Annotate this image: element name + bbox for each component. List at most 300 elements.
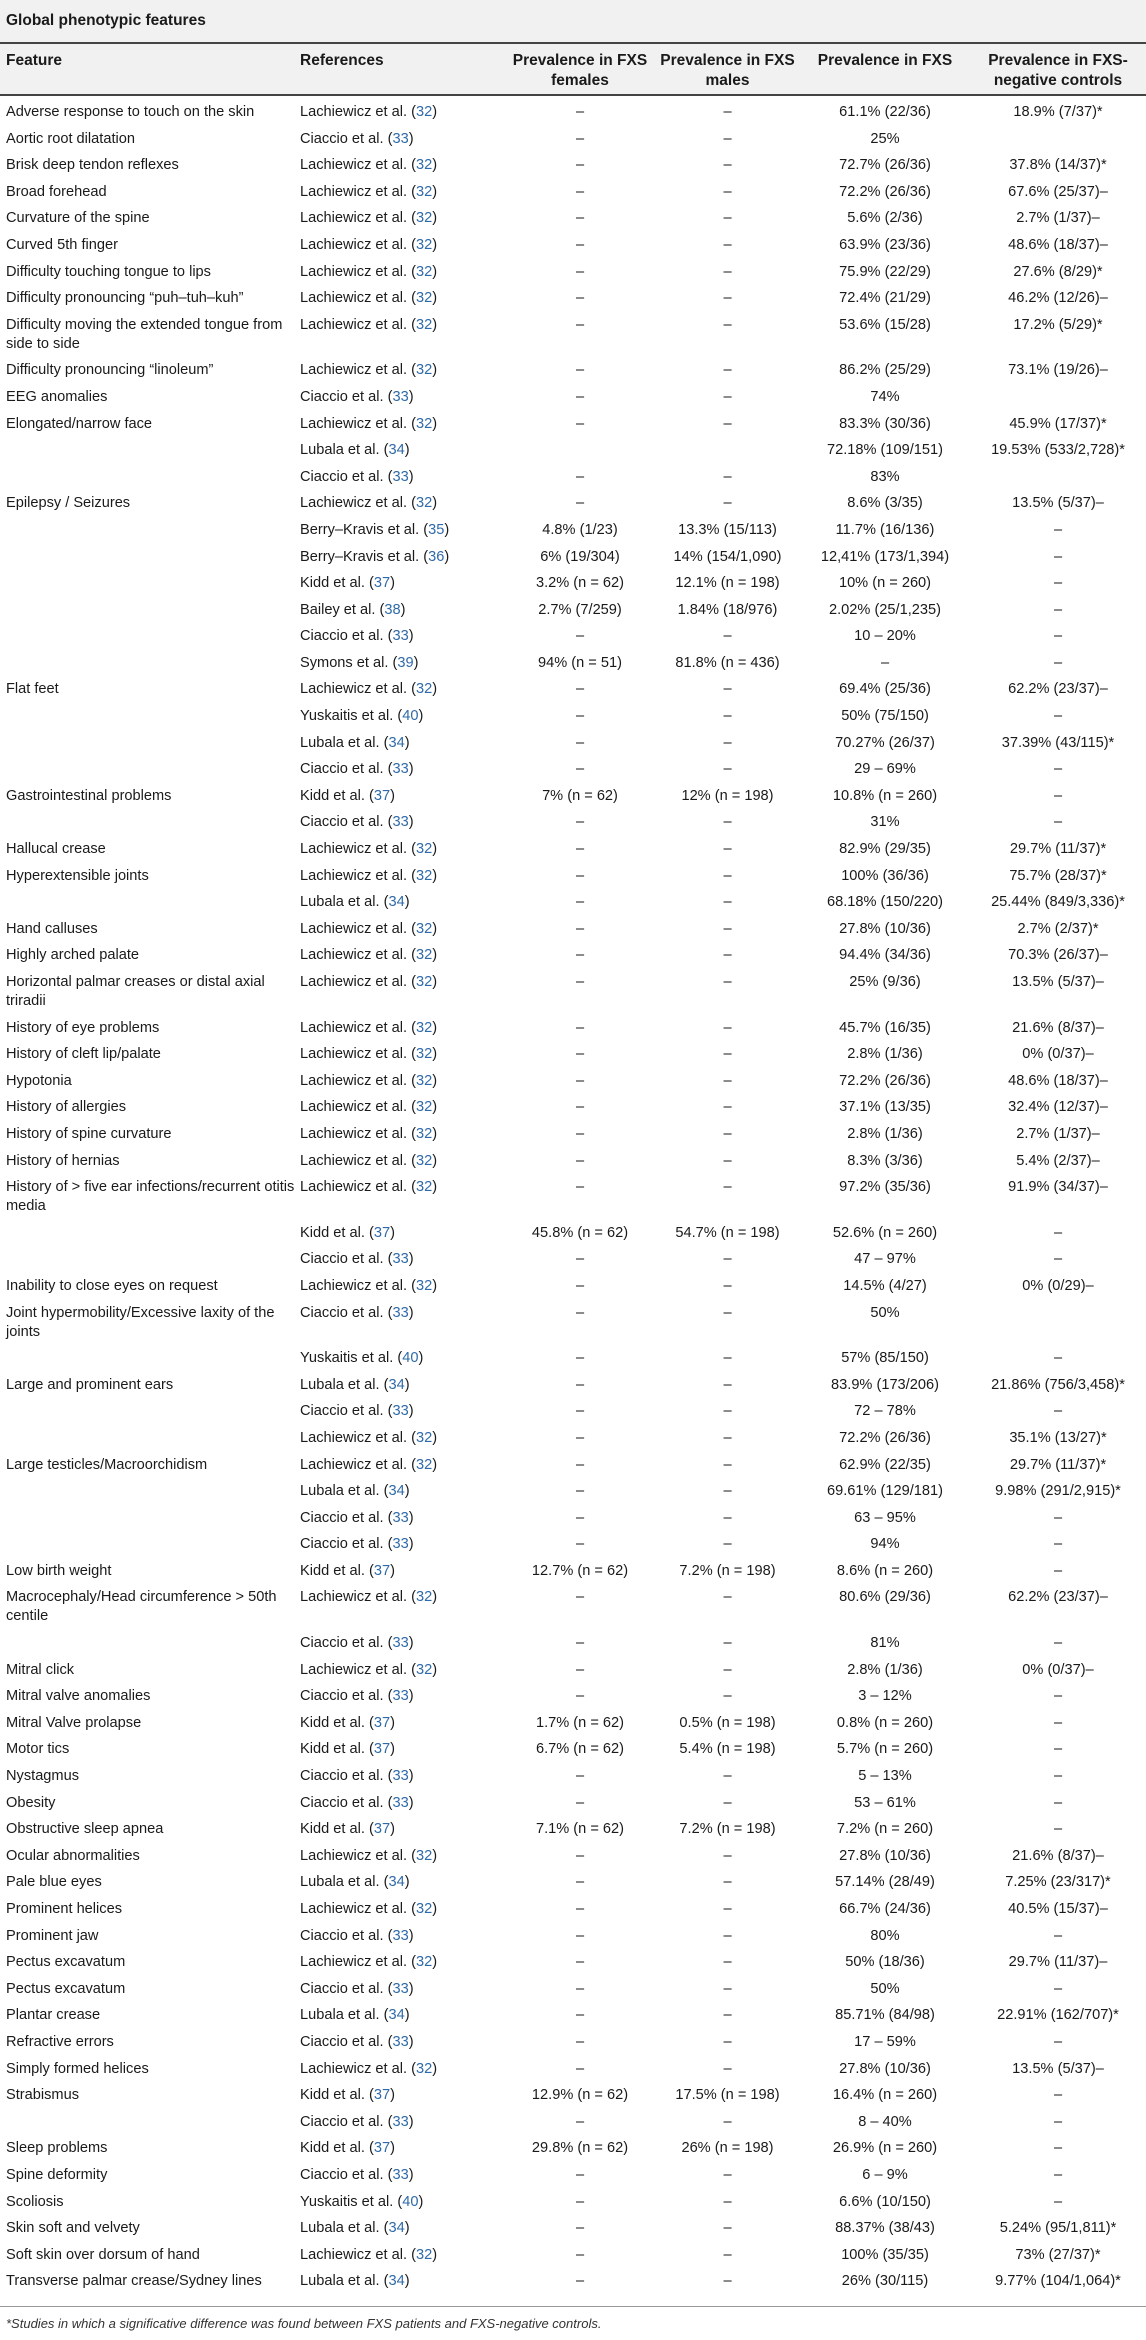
cell-males: – bbox=[723, 1403, 732, 1420]
reference-link[interactable]: 32 bbox=[416, 947, 433, 964]
table-row bbox=[0, 381, 1146, 408]
cell-reference: Yuskaitis et al. (40) bbox=[300, 708, 424, 725]
cell-feature: Sleep problems bbox=[6, 2140, 108, 2157]
table-row bbox=[0, 229, 1146, 256]
cell-feature: Elongated/narrow face bbox=[6, 415, 153, 432]
cell-controls: 21.86% (756/3,458)* bbox=[991, 1376, 1125, 1393]
cell-reference: Yuskaitis et al. (40) bbox=[300, 1350, 424, 1367]
reference-link[interactable]: 33 bbox=[392, 388, 409, 405]
cell-females: – bbox=[575, 2033, 585, 2050]
reference-link[interactable]: 33 bbox=[392, 1251, 409, 1268]
table-row bbox=[0, 594, 1146, 621]
cell-females: 7% (n = 62) bbox=[542, 787, 618, 804]
reference-author: Kidd et al. bbox=[300, 575, 365, 592]
reference-author: Ciaccio et al. bbox=[300, 814, 384, 831]
reference-link[interactable]: 37 bbox=[373, 787, 391, 804]
cell-controls: 37.39% (43/115)* bbox=[1001, 734, 1115, 751]
reference-author: Lachiewicz et al. bbox=[300, 947, 408, 964]
cell-males: – bbox=[723, 1376, 732, 1393]
reference-author: Yuskaitis et al. bbox=[300, 1350, 394, 1367]
cell-reference: Lachiewicz et al. (32) bbox=[300, 1954, 438, 1971]
table-row bbox=[0, 1091, 1146, 1118]
cell-fxs: 72.2% (26/36) bbox=[839, 183, 931, 200]
cell-feature: Ocular abnormalities bbox=[6, 1847, 140, 1864]
cell-reference: Lubala et al. (34) bbox=[300, 1376, 410, 1393]
reference-link[interactable]: 37 bbox=[373, 1562, 391, 1579]
cell-reference: Lubala et al. (34) bbox=[300, 894, 410, 911]
cell-males: – bbox=[723, 814, 732, 831]
cell-reference: Lachiewicz et al. (32) bbox=[300, 104, 438, 120]
cell-feature: Obstructive sleep apnea bbox=[6, 1821, 164, 1838]
table-row bbox=[0, 2079, 1146, 2106]
reference-link[interactable]: 38 bbox=[384, 601, 401, 618]
cell-reference: Ciaccio et al. (33) bbox=[300, 388, 414, 405]
reference-author: Berry–Kravis et al. bbox=[300, 521, 420, 538]
cell-reference: Ciaccio et al. (33) bbox=[300, 1980, 414, 1997]
cell-males: – bbox=[723, 1019, 732, 1036]
cell-females: – bbox=[575, 1152, 585, 1169]
cell-females: – bbox=[575, 263, 585, 280]
cell-reference: Ciaccio et al. (33) bbox=[300, 1403, 414, 1420]
cell-controls: – bbox=[1053, 1509, 1063, 1526]
cell-females: 6% (19/304) bbox=[540, 548, 620, 565]
cell-controls: – bbox=[1053, 521, 1063, 538]
reference-link[interactable]: 32 bbox=[416, 104, 433, 120]
reference-link[interactable]: 32 bbox=[416, 1099, 433, 1116]
reference-link[interactable]: 32 bbox=[416, 867, 433, 884]
reference-link[interactable]: 33 bbox=[392, 1635, 409, 1652]
reference-link[interactable]: 33 bbox=[392, 628, 409, 645]
reference-link[interactable]: 34 bbox=[388, 2273, 405, 2290]
cell-controls: – bbox=[1053, 1794, 1063, 1811]
reference-author: Ciaccio et al. bbox=[300, 1927, 384, 1944]
cell-fxs: 83.3% (30/36) bbox=[839, 415, 931, 432]
footnote: *Studies in which a significative difference was found between FXS patients and FXS-negative controls. bbox=[6, 2316, 602, 2331]
cell-females: – bbox=[575, 1125, 585, 1142]
reference-author: Yuskaitis et al. bbox=[300, 708, 394, 725]
reference-link[interactable]: 32 bbox=[416, 1179, 433, 1196]
reference-link[interactable]: 34 bbox=[388, 1483, 405, 1500]
reference-author: Lachiewicz et al. bbox=[300, 104, 408, 120]
table-row bbox=[0, 806, 1146, 833]
cell-feature: Nystagmus bbox=[6, 1768, 79, 1785]
reference-link[interactable]: 34 bbox=[388, 734, 405, 751]
cell-fxs: 27.8% (10/36) bbox=[839, 920, 931, 937]
reference-author: Kidd et al. bbox=[300, 1714, 365, 1731]
cell-controls: 62.2% (23/37)– bbox=[1008, 1589, 1108, 1606]
reference-link[interactable]: 33 bbox=[392, 1509, 409, 1526]
cell-males: – bbox=[723, 681, 732, 698]
reference-link[interactable]: 37 bbox=[373, 1714, 391, 1731]
reference-author: Lachiewicz et al. bbox=[300, 1099, 408, 1116]
cell-controls: 5.4% (2/37)– bbox=[1016, 1152, 1100, 1169]
cell-males: – bbox=[723, 761, 732, 778]
reference-link[interactable]: 33 bbox=[392, 1980, 409, 1997]
cell-reference: Kidd et al. (37) bbox=[300, 2140, 395, 2157]
table-row bbox=[0, 1733, 1146, 1760]
header-controls: Prevalence in FXS-negative controls bbox=[988, 52, 1128, 89]
reference-link[interactable]: 32 bbox=[416, 1661, 433, 1678]
cell-fxs: 88.37% (38/43) bbox=[835, 2220, 935, 2237]
reference-link[interactable]: 32 bbox=[416, 362, 433, 379]
cell-fxs: 27.8% (10/36) bbox=[839, 2060, 931, 2077]
cell-females: – bbox=[575, 708, 585, 725]
reference-link[interactable]: 34 bbox=[388, 1376, 405, 1393]
cell-fxs: 72.18% (109/151) bbox=[826, 442, 944, 459]
table-row bbox=[0, 2106, 1146, 2133]
reference-author: Lachiewicz et al. bbox=[300, 290, 408, 307]
reference-author: Ciaccio et al. bbox=[300, 1688, 384, 1705]
reference-link[interactable]: 32 bbox=[416, 290, 433, 307]
cell-males: – bbox=[723, 894, 732, 911]
table-row bbox=[0, 176, 1146, 203]
reference-link[interactable]: 33 bbox=[392, 814, 409, 831]
table-row bbox=[0, 753, 1146, 780]
cell-males: – bbox=[723, 2007, 732, 2024]
reference-link[interactable]: 32 bbox=[416, 1072, 433, 1089]
cell-females: 2.7% (7/259) bbox=[538, 601, 622, 618]
cell-females: 4.8% (1/23) bbox=[542, 521, 618, 538]
cell-females: – bbox=[575, 130, 585, 147]
cell-males: 0.5% (n = 198) bbox=[679, 1714, 776, 1731]
reference-link[interactable]: 32 bbox=[416, 415, 433, 432]
cell-fxs: 8.6% (3/35) bbox=[847, 495, 923, 512]
cell-fxs: 50% (75/150) bbox=[841, 708, 929, 725]
cell-feature: Difficulty pronouncing “linoleum” bbox=[6, 362, 214, 379]
reference-link[interactable]: 32 bbox=[416, 157, 433, 174]
cell-males: – bbox=[723, 947, 732, 964]
reference-link[interactable]: 32 bbox=[416, 920, 433, 937]
cell-controls: – bbox=[1053, 1536, 1063, 1553]
cell-females: – bbox=[575, 1794, 585, 1811]
cell-males: – bbox=[723, 1847, 732, 1864]
reference-link[interactable]: 32 bbox=[416, 1589, 433, 1606]
reference-link[interactable]: 39 bbox=[397, 654, 414, 671]
header-feature: Feature bbox=[6, 52, 62, 69]
cell-reference: Lachiewicz et al. (32) bbox=[300, 1901, 438, 1917]
cell-males: – bbox=[723, 263, 732, 280]
cell-fxs: 31% bbox=[870, 814, 900, 831]
table-row bbox=[0, 1422, 1146, 1449]
cell-females: – bbox=[575, 974, 585, 990]
cell-males: – bbox=[723, 1277, 732, 1294]
table-row bbox=[0, 1581, 1146, 1627]
reference-link[interactable]: 37 bbox=[373, 575, 391, 592]
cell-feature: Difficulty pronouncing “puh–tuh–kuh” bbox=[6, 290, 244, 307]
cell-fxs: 10 – 20% bbox=[854, 628, 916, 645]
cell-reference: Kidd et al. (37) bbox=[300, 1821, 395, 1838]
cell-fxs: 50% (18/36) bbox=[845, 1954, 925, 1971]
cell-fxs: 68.18% (150/220) bbox=[826, 894, 944, 911]
cell-feature: Obesity bbox=[6, 1794, 56, 1811]
cell-controls: – bbox=[1053, 1224, 1063, 1241]
reference-link[interactable]: 33 bbox=[392, 468, 409, 485]
cell-males: – bbox=[723, 1688, 732, 1705]
cell-reference: Kidd et al. (37) bbox=[300, 1224, 395, 1241]
cell-females: 6.7% (n = 62) bbox=[535, 1741, 625, 1758]
cell-reference: Lachiewicz et al. (32) bbox=[300, 1277, 438, 1294]
cell-fxs: 45.7% (16/35) bbox=[839, 1019, 931, 1036]
cell-females: – bbox=[575, 1277, 585, 1294]
reference-link[interactable]: 32 bbox=[416, 1046, 433, 1063]
cell-reference: Ciaccio et al. (33) bbox=[300, 1635, 414, 1652]
cell-feature: Inability to close eyes on request bbox=[6, 1277, 218, 1294]
cell-females: – bbox=[575, 920, 585, 937]
cell-females: – bbox=[575, 1688, 585, 1705]
table-row bbox=[0, 1973, 1146, 2000]
cell-females: – bbox=[575, 1046, 585, 1063]
table-row bbox=[0, 2239, 1146, 2266]
reference-link[interactable]: 32 bbox=[416, 316, 433, 333]
reference-link[interactable]: 32 bbox=[416, 841, 433, 858]
table-row bbox=[0, 282, 1146, 309]
cell-reference: Ciaccio et al. (33) bbox=[300, 468, 414, 485]
reference-link[interactable]: 33 bbox=[392, 1794, 409, 1811]
cell-feature: EEG anomalies bbox=[6, 388, 108, 405]
cell-reference: Berry–Kravis et al. (35) bbox=[300, 521, 450, 538]
table-row bbox=[0, 939, 1146, 966]
cell-males: 12.1% (n = 198) bbox=[675, 575, 780, 592]
reference-link[interactable]: 40 bbox=[402, 1350, 419, 1367]
cell-controls: 2.7% (1/37)– bbox=[1016, 1125, 1100, 1142]
cell-fxs: 6.6% (10/150) bbox=[839, 2193, 931, 2210]
table-row bbox=[0, 1813, 1146, 1840]
reference-link[interactable]: 32 bbox=[416, 1277, 433, 1294]
reference-link[interactable]: 37 bbox=[373, 2140, 391, 2157]
reference-author: Kidd et al. bbox=[300, 1224, 365, 1241]
reference-author: Lubala et al. bbox=[300, 894, 380, 911]
reference-link[interactable]: 33 bbox=[392, 130, 409, 147]
cell-feature: History of eye problems bbox=[6, 1019, 160, 1036]
reference-link[interactable]: 32 bbox=[416, 1456, 433, 1473]
cell-feature: Epilepsy / Seizures bbox=[6, 495, 131, 512]
cell-females: – bbox=[575, 1980, 585, 1997]
table-row bbox=[0, 461, 1146, 488]
reference-link[interactable]: 33 bbox=[392, 1304, 409, 1321]
cell-controls: – bbox=[1053, 761, 1063, 778]
cell-controls: – bbox=[1053, 2113, 1063, 2130]
table-row bbox=[0, 860, 1146, 887]
reference-link[interactable]: 32 bbox=[416, 236, 433, 253]
reference-link[interactable]: 34 bbox=[388, 2007, 405, 2024]
cell-fxs: 3 – 12% bbox=[858, 1688, 912, 1705]
reference-link[interactable]: 32 bbox=[416, 210, 433, 227]
cell-fxs: 83% bbox=[870, 468, 900, 485]
reference-link[interactable]: 33 bbox=[392, 1927, 409, 1944]
cell-reference: Yuskaitis et al. (40) bbox=[300, 2193, 424, 2210]
reference-author: Lachiewicz et al. bbox=[300, 263, 408, 280]
reference-author: Lachiewicz et al. bbox=[300, 1072, 408, 1089]
cell-fxs: 86.2% (25/29) bbox=[839, 362, 931, 379]
cell-feature: Hallucal crease bbox=[6, 841, 106, 858]
cell-controls: – bbox=[1053, 787, 1063, 804]
cell-feature: Prominent helices bbox=[6, 1901, 122, 1917]
reference-author: Lachiewicz et al. bbox=[300, 236, 408, 253]
reference-link[interactable]: 32 bbox=[416, 1847, 433, 1864]
reference-link[interactable]: 33 bbox=[392, 2166, 409, 2183]
reference-link[interactable]: 34 bbox=[388, 1874, 405, 1891]
cell-controls: 91.9% (34/37)– bbox=[1008, 1179, 1108, 1196]
cell-fxs: 72.4% (21/29) bbox=[839, 290, 931, 307]
reference-author: Lachiewicz et al. bbox=[300, 157, 408, 174]
cell-controls: – bbox=[1053, 708, 1063, 725]
cell-reference: Ciaccio et al. (33) bbox=[300, 761, 414, 778]
cell-fxs: 57.14% (28/49) bbox=[835, 1874, 935, 1891]
cell-reference: Lachiewicz et al. (32) bbox=[300, 1152, 438, 1169]
reference-link[interactable]: 32 bbox=[416, 2060, 433, 2077]
cell-males: – bbox=[723, 2193, 732, 2210]
reference-link[interactable]: 32 bbox=[416, 681, 433, 698]
cell-controls: – bbox=[1053, 1635, 1063, 1652]
cell-fxs: 72 – 78% bbox=[854, 1403, 916, 1420]
cell-females: – bbox=[575, 2246, 585, 2263]
reference-link[interactable]: 33 bbox=[392, 1768, 409, 1785]
header-references: References bbox=[300, 52, 384, 69]
reference-link[interactable]: 37 bbox=[373, 1741, 391, 1758]
reference-link[interactable]: 32 bbox=[416, 1125, 433, 1142]
reference-link[interactable]: 33 bbox=[392, 2113, 409, 2130]
reference-author: Lachiewicz et al. bbox=[300, 316, 408, 333]
reference-author: Lachiewicz et al. bbox=[300, 1954, 408, 1971]
reference-link[interactable]: 37 bbox=[373, 1821, 391, 1838]
cell-reference: Lachiewicz et al. (32) bbox=[300, 947, 438, 964]
cell-females: – bbox=[575, 104, 585, 120]
cell-males: – bbox=[723, 1635, 732, 1652]
table-row bbox=[0, 1145, 1146, 1172]
cell-males: – bbox=[723, 1304, 732, 1321]
cell-males: – bbox=[723, 2033, 732, 2050]
cell-fxs: 70.27% (26/37) bbox=[835, 734, 935, 751]
cell-controls: – bbox=[1053, 1714, 1063, 1731]
cell-females: 7.1% (n = 62) bbox=[535, 1821, 625, 1838]
reference-link[interactable]: 33 bbox=[392, 761, 409, 778]
cell-males: – bbox=[723, 130, 732, 147]
cell-males: – bbox=[723, 1456, 732, 1473]
table-body bbox=[0, 96, 1146, 2292]
cell-feature: Low birth weight bbox=[6, 1562, 112, 1579]
table-row bbox=[0, 1243, 1146, 1270]
cell-controls: 37.8% (14/37)* bbox=[1009, 157, 1107, 174]
reference-author: Ciaccio et al. bbox=[300, 468, 384, 485]
reference-link[interactable]: 34 bbox=[388, 2220, 405, 2237]
cell-males: 5.4% (n = 198) bbox=[679, 1741, 776, 1758]
cell-fxs: 80% bbox=[870, 1927, 900, 1944]
cell-males: – bbox=[723, 183, 732, 200]
cell-controls: 25.44% (849/3,336)* bbox=[991, 894, 1125, 911]
cell-males: – bbox=[723, 2113, 732, 2130]
cell-reference: Symons et al. (39) bbox=[300, 654, 419, 671]
cell-controls: – bbox=[1053, 1980, 1063, 1997]
cell-reference: Ciaccio et al. (33) bbox=[300, 1251, 414, 1268]
reference-link[interactable]: 32 bbox=[416, 495, 433, 512]
reference-link[interactable]: 34 bbox=[388, 894, 405, 911]
cell-males: 54.7% (n = 198) bbox=[675, 1224, 780, 1241]
cell-controls: – bbox=[1053, 1350, 1063, 1367]
cell-fxs: 14.5% (4/27) bbox=[843, 1277, 927, 1294]
reference-author: Kidd et al. bbox=[300, 787, 365, 804]
cell-males: – bbox=[723, 236, 732, 253]
reference-link[interactable]: 35 bbox=[428, 521, 445, 538]
cell-controls: – bbox=[1053, 1768, 1063, 1785]
cell-controls: 21.6% (8/37)– bbox=[1012, 1847, 1104, 1864]
reference-link[interactable]: 40 bbox=[402, 2193, 419, 2210]
cell-feature: History of cleft lip/palate bbox=[6, 1046, 161, 1063]
reference-link[interactable]: 37 bbox=[373, 1224, 391, 1241]
cell-males: 1.84% (18/976) bbox=[677, 601, 778, 618]
reference-link[interactable]: 32 bbox=[416, 1019, 433, 1036]
cell-reference: Kidd et al. (37) bbox=[300, 1741, 395, 1758]
reference-link[interactable]: 33 bbox=[392, 1403, 409, 1420]
reference-link[interactable]: 32 bbox=[416, 2246, 433, 2263]
reference-link[interactable]: 37 bbox=[373, 2087, 391, 2104]
cell-controls: 22.91% (162/707)* bbox=[997, 2007, 1119, 2024]
table-row bbox=[0, 913, 1146, 940]
cell-feature: History of > five ear infections/recurrent otitis media bbox=[6, 1179, 295, 1215]
cell-feature: Transverse palmar crease/Sydney lines bbox=[6, 2273, 262, 2290]
table-row bbox=[0, 256, 1146, 283]
cell-females: – bbox=[575, 1536, 585, 1553]
table-row bbox=[0, 647, 1146, 674]
cell-females: – bbox=[575, 415, 585, 432]
reference-link[interactable]: 33 bbox=[392, 1688, 409, 1705]
reference-link[interactable]: 32 bbox=[416, 1429, 433, 1446]
cell-controls: 35.1% (13/27)* bbox=[1009, 1429, 1107, 1446]
cell-controls: 5.24% (95/1,811)* bbox=[999, 2220, 1117, 2237]
cell-feature: Adverse response to touch on the skin bbox=[6, 104, 255, 120]
cell-controls: 29.7% (11/37)* bbox=[1009, 1456, 1107, 1473]
cell-females: – bbox=[575, 1179, 585, 1196]
table-row bbox=[0, 1893, 1146, 1920]
reference-author: Lachiewicz et al. bbox=[300, 1589, 408, 1606]
reference-link[interactable]: 32 bbox=[416, 1901, 433, 1917]
cell-males: 14% (154/1,090) bbox=[673, 548, 782, 565]
reference-link[interactable]: 33 bbox=[392, 1536, 409, 1553]
cell-females: – bbox=[575, 183, 585, 200]
cell-fxs: 63.9% (23/36) bbox=[839, 236, 931, 253]
cell-reference: Lachiewicz et al. (32) bbox=[300, 1847, 438, 1864]
cell-males: – bbox=[723, 974, 732, 990]
cell-fxs: 69.4% (25/36) bbox=[839, 681, 931, 698]
cell-controls: – bbox=[1053, 2087, 1063, 2104]
reference-author: Lubala et al. bbox=[300, 1874, 380, 1891]
table-row bbox=[0, 1297, 1146, 1343]
cell-males: – bbox=[723, 1072, 732, 1089]
reference-link[interactable]: 40 bbox=[402, 708, 419, 725]
cell-females: – bbox=[575, 867, 585, 884]
reference-link[interactable]: 34 bbox=[388, 442, 405, 459]
cell-controls: 67.6% (25/37)– bbox=[1008, 183, 1108, 200]
reference-link[interactable]: 32 bbox=[416, 263, 433, 280]
reference-author: Lachiewicz et al. bbox=[300, 1046, 408, 1063]
table-row bbox=[0, 1395, 1146, 1422]
reference-link[interactable]: 32 bbox=[416, 183, 433, 200]
table-row bbox=[0, 1680, 1146, 1707]
table-row bbox=[0, 1171, 1146, 1217]
cell-controls: 13.5% (5/37)– bbox=[1012, 2060, 1104, 2077]
cell-feature: Difficulty touching tongue to lips bbox=[6, 263, 211, 280]
cell-reference: Lachiewicz et al. (32) bbox=[300, 1456, 438, 1473]
reference-link[interactable]: 32 bbox=[416, 974, 433, 990]
cell-feature: Hand calluses bbox=[6, 920, 98, 937]
cell-controls: 70.3% (26/37)– bbox=[1008, 947, 1108, 964]
cell-fxs: – bbox=[880, 654, 890, 671]
cell-males: – bbox=[723, 1536, 732, 1553]
cell-females: – bbox=[575, 1304, 585, 1321]
reference-link[interactable]: 32 bbox=[416, 1152, 433, 1169]
reference-link[interactable]: 32 bbox=[416, 1954, 433, 1971]
reference-link[interactable]: 36 bbox=[428, 548, 445, 565]
reference-link[interactable]: 33 bbox=[392, 2033, 409, 2050]
